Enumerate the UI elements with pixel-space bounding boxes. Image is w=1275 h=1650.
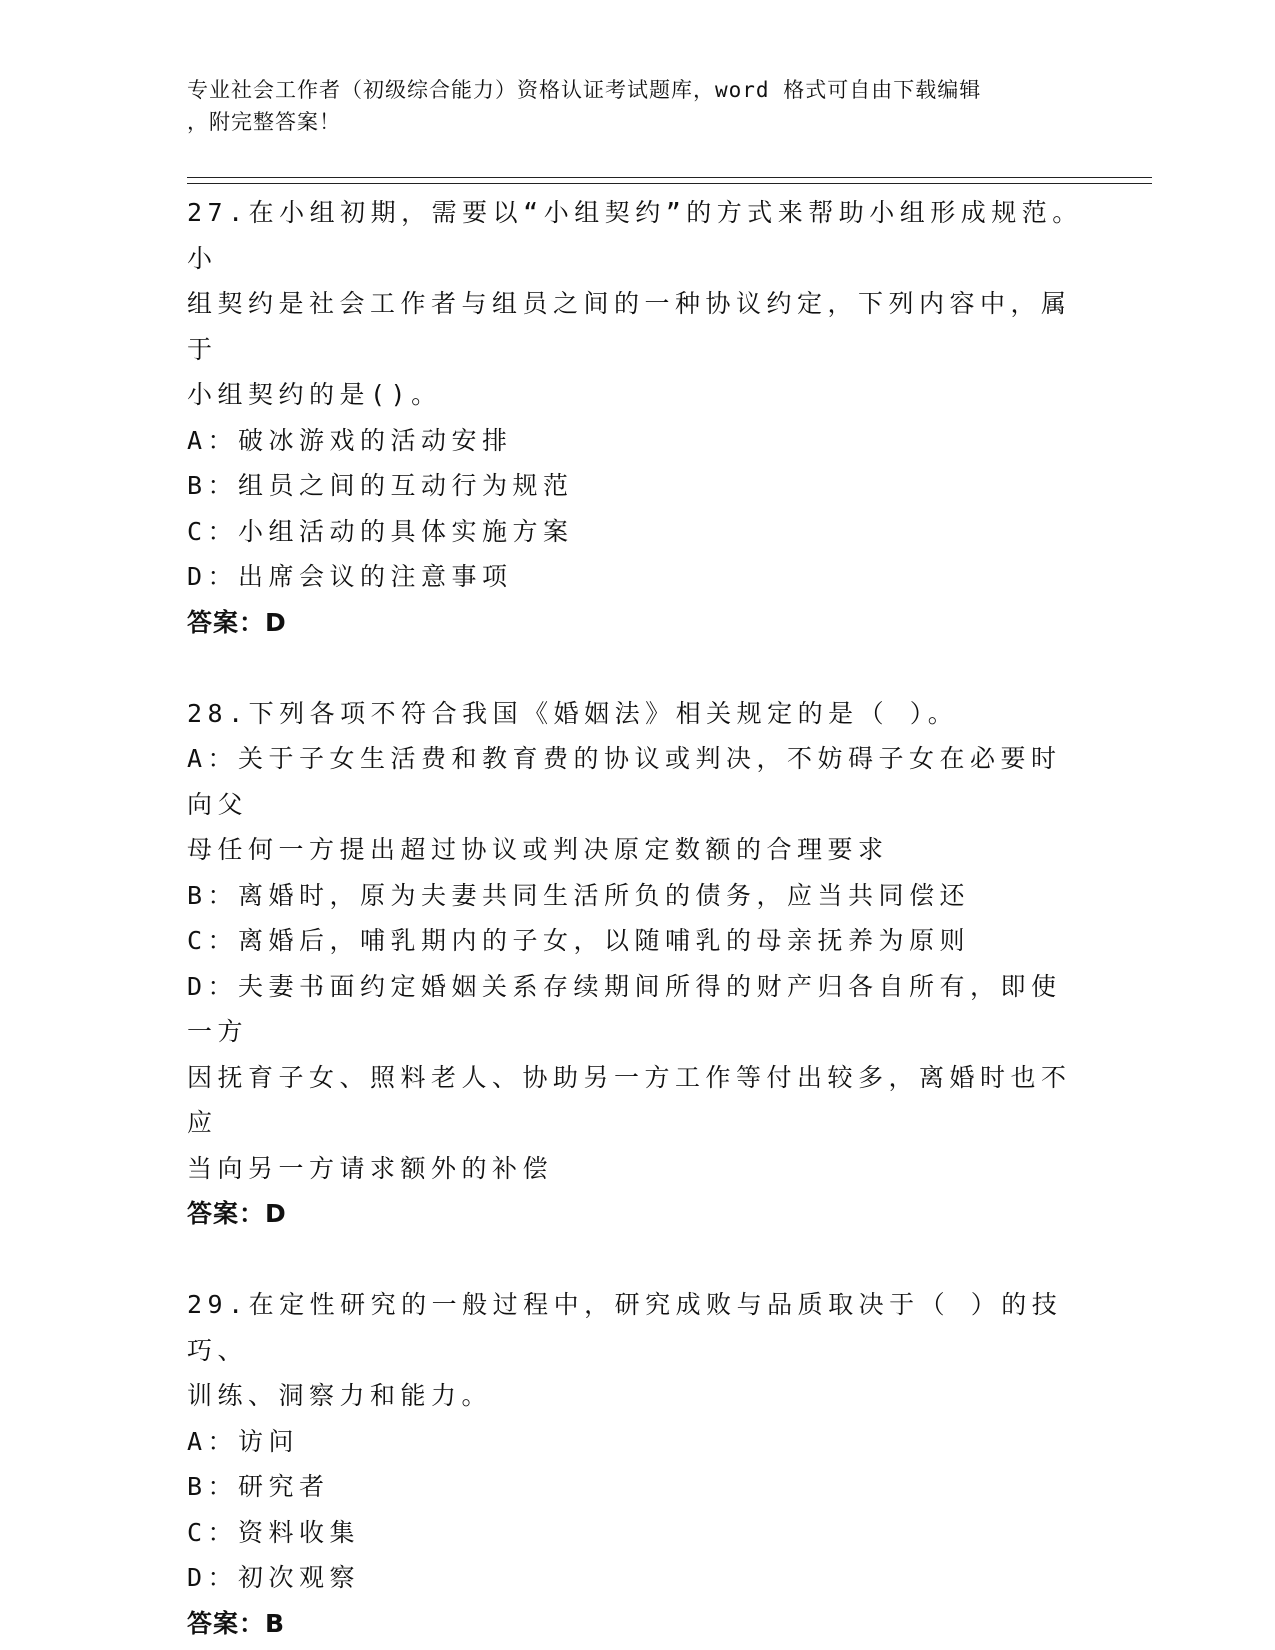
question-29-option-b [187, 1464, 1087, 1510]
question-title-line: 训练、洞察力和能力。 [187, 1381, 493, 1410]
option-line: B：组员之间的互动行为规范 [187, 471, 574, 500]
option-line: D：出席会议的注意事项 [187, 562, 513, 591]
question-29-option-c [187, 1510, 1087, 1556]
question-27-title [187, 190, 1087, 418]
question-27-option-d [187, 554, 1087, 600]
question-29-title [187, 1282, 1087, 1419]
question-27-answer: 答案：D [187, 607, 287, 637]
question-title-line: 小组契约的是()。 [187, 380, 442, 409]
option-line: C：资料收集 [187, 1517, 361, 1547]
option-line: 当向另一方请求额外的补偿 [187, 1153, 554, 1183]
option-line: A：访问 [187, 1426, 300, 1456]
question-title-line: 28.下列各项不符合我国《婚姻法》相关规定的是（ ）。 [187, 698, 959, 728]
question-27 [187, 190, 1087, 645]
document-header [187, 74, 1067, 138]
question-29-option-a [187, 1419, 1087, 1465]
option-line: C：离婚后，哺乳期内的子女，以随哺乳的母亲抚养为原则 [187, 926, 971, 955]
question-29 [187, 1282, 1087, 1646]
question-title-line: 27.在小组初期，需要以“小组契约”的方式来帮助小组形成规范。小 [187, 198, 1083, 273]
option-line: 因抚育子女、照料老人、协助另一方工作等付出较多，离婚时也不应 [187, 1062, 1072, 1137]
question-29-option-d [187, 1555, 1087, 1601]
question-28-option-b [187, 873, 1087, 919]
header-divider-top [187, 177, 1152, 178]
option-line: B：离婚时，原为夫妻共同生活所负的债务，应当共同偿还 [187, 880, 971, 910]
header-divider-bottom [187, 183, 1152, 184]
header-line-1: 专业社会工作者（初级综合能力）资格认证考试题库，word 格式可自由下载编辑 [187, 78, 982, 102]
question-list [187, 190, 1087, 1646]
question-29-answer: 答案：B [187, 1608, 286, 1638]
option-line: D：夫妻书面约定婚姻关系存续期间所得的财产归各自所有，即使一方 [187, 971, 1062, 1046]
header-line-2: ，附完整答案！ [187, 110, 341, 134]
question-27-option-c [187, 509, 1087, 555]
question-title-line: 组契约是社会工作者与组员之间的一种协议约定，下列内容中，属于 [187, 289, 1072, 364]
option-line: A：破冰游戏的活动安排 [187, 425, 513, 455]
question-28-option-a [187, 736, 1087, 873]
option-line: B：研究者 [187, 1472, 330, 1501]
question-28 [187, 691, 1087, 1237]
question-title-line: 29.在定性研究的一般过程中，研究成败与品质取决于（ ）的技巧、 [187, 1290, 1063, 1365]
option-line: A：关于子女生活费和教育费的协议或判决，不妨碍子女在必要时向父 [187, 744, 1062, 819]
question-27-option-b [187, 463, 1087, 509]
question-28-option-c [187, 918, 1087, 964]
option-line: D：初次观察 [187, 1563, 361, 1592]
question-28-option-d [187, 964, 1087, 1192]
option-line: 母任何一方提出超过协议或判决原定数额的合理要求 [187, 835, 889, 864]
question-28-answer: 答案：D [187, 1199, 287, 1228]
question-spacer [187, 1237, 1087, 1283]
question-27-option-a [187, 418, 1087, 464]
option-line: C：小组活动的具体实施方案 [187, 516, 574, 546]
question-28-title [187, 691, 1087, 737]
question-spacer [187, 645, 1087, 691]
